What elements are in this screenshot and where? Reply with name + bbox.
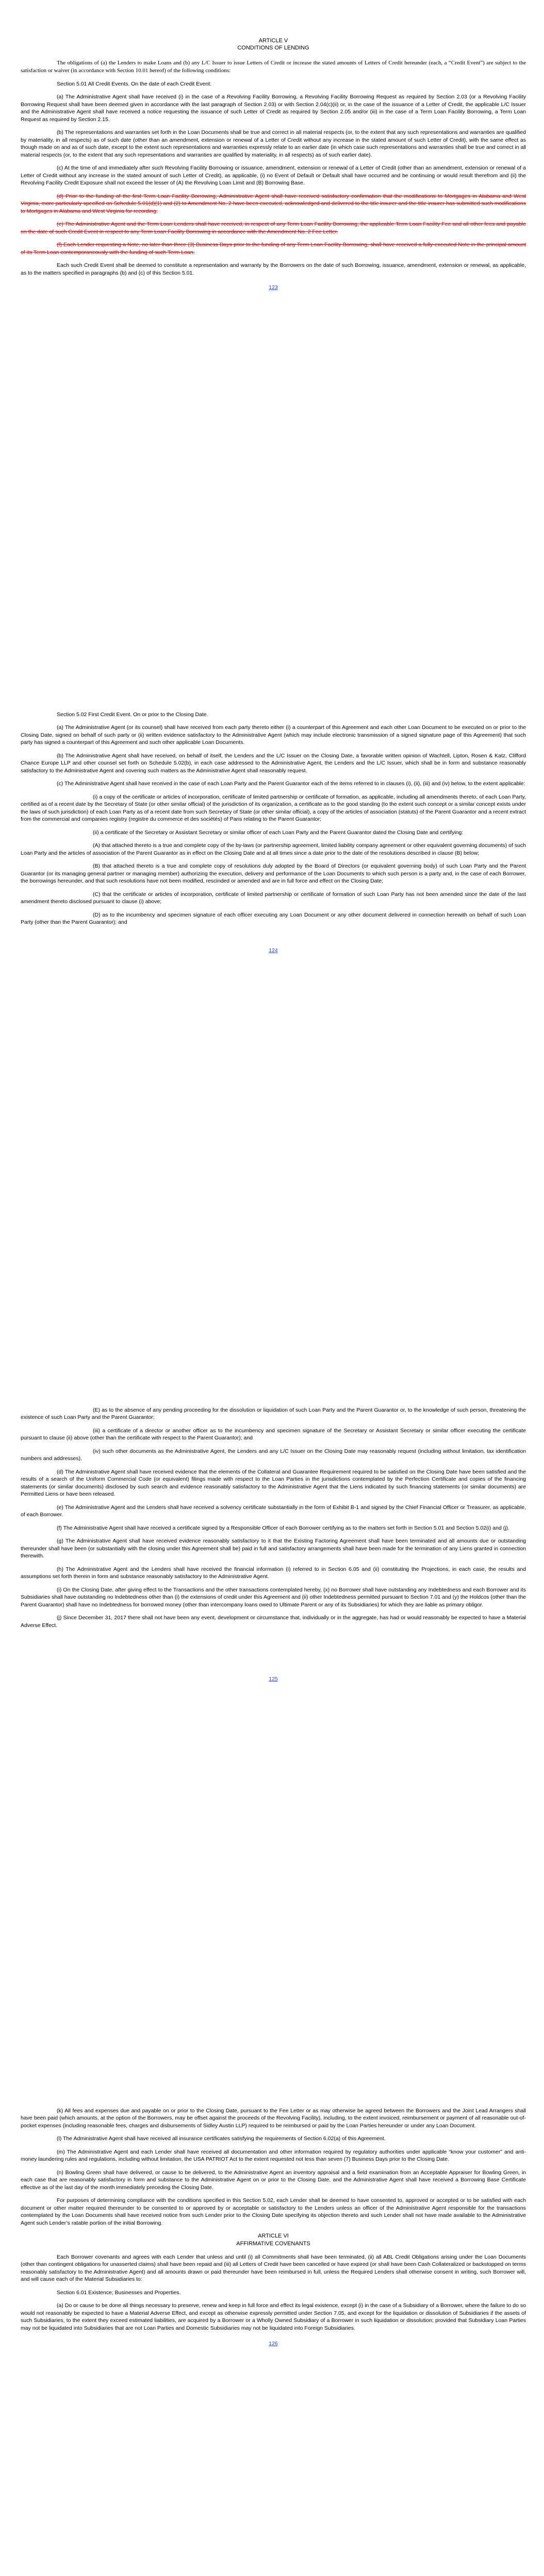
section-5-01-heading: Section 5.01 All Credit Events. On the date of each Credit Event: (57, 80, 212, 87)
page-number-126[interactable]: 126 (269, 2341, 278, 2347)
section-5-02-deemed-consent: For purposes of determining compliance with the conditions specified in this Section 5.02, each Lender shall be deemed to have consented to, approved or accepted or to be satisfied with each document or other matter required thereunder to be consented to or approved by or acceptable or satisfactory to the Lenders unless an officer of the Administrative Agent responsible for the transactions contemplated by the Loan Documents shall have received notice from such Lender prior to the Closing Date specifying its objection thereto and such Lender shall not have made available to the Administrative Agent such Lender’s ratable portion of the initial Borrowing. (21, 2197, 526, 2226)
clause-5-02-n: (n) Bowling Green shall have delivered, or cause to be delivered, to the Administrative Agent an inventory appraisal and a field examination from an Acceptable Appraiser for Bowling Green, in each case that are reasonably satisfactory in form and substance to the Administrative Agent on or prior to the Closing Date, and the Administrative Agent shall have received a Borrowing Base Certificate effective as of the last day of the month immediately preceding the Closing Date. (21, 2169, 526, 2191)
clause-5-02-c-ii-e: (E) as to the absence of any pending proceeding for the dissolution or liquidation of such Loan Party and the Parent Guarantor or, to the knowledge of such person, threatening the existence of such Loan Party and the Parent Guarantor; (21, 1407, 526, 1421)
page-126 (21, 2107, 526, 2348)
clause-5-02-f: (f) The Administrative Agent shall have received a certificate signed by a Responsible Officer of each Borrower certifying as to the matters set forth in Section 5.01 and Section 5.02(i) and (j). (57, 1524, 509, 1531)
clause-5-02-c-iv: (iv) such other documents as the Administrative Agent, the Lenders and any L/C Issuer on the Closing Date may reasonably request (including without limitation, tax identification numbers and addresses). (21, 1448, 526, 1462)
page-number-125[interactable]: 125 (269, 1676, 278, 1683)
clause-5-02-j: (j) Since December 31, 2017 there shall not have been any event, development or circumstance that, individually or in the aggregate, has had or would reasonably be expected to have a Material Adverse Effect. (21, 1615, 526, 1629)
clause-5-01-e-deleted: (e) The Administrative Agent and the Term Loan Lenders shall have received, in respect of any Term Loan Facility Borrowing, the applicable Term Loan Facility Fee and all other fees and payable on the date of such Credit Event in respect to any Term Loan Facility Borrowing in accordance with the Amendment No. 2 Fee Letter. (21, 221, 526, 235)
section-6-01-heading: Section 6.01 Existence; Businesses and Properties. (57, 2289, 181, 2296)
clause-5-02-e: (e) The Administrative Agent and the Lenders shall have received a solvency certificate substantially in the form of Exhibit B-1 and signed by the Chief Financial Officer or Treasurer, as applicable, of each Borrower. (21, 1504, 526, 1518)
clause-5-02-c-ii-c: (C) that the certificate or articles of incorporation, certificate of limited partnership or certificate of formation of such Loan Party has not been amended since the date of the last amendment thereto disclosed pursuant to clause (i) above; (21, 891, 526, 905)
clause-5-02-b: (b) The Administrative Agent shall have received, on behalf of itself, the Lenders and the L/C Issuer on the Closing Date, a favorable written opinion of Wachtell, Lipton, Rosen & Katz, Clifford Chance Europe LLP and other counsel set forth on Schedule 5.02(b), in each case addressed to the Administrative Agent, the Lenders and the L/C Issuer, which shall be in form and substance reasonably satisfactory to the Administrative Agent and covering such matters as the Administrative Agent shall reasonably request. (21, 752, 526, 774)
page-number-124[interactable]: 124 (269, 947, 278, 954)
section-5-01-closing: Each such Credit Event shall be deemed to constitute a representation and warranty by the Borrowers on the date of such Borrowing, issuance, amendment, extension or renewal, as applicable, as to the matters specified in paragraphs (b) and (c) of this Section 5.01. (21, 262, 526, 276)
article-vi-heading: ARTICLE VI (258, 2233, 289, 2240)
clause-5-02-c-ii-a: (A) that attached thereto is a true and complete copy of the by-laws (or partnership agreement, limited liability company agreement or other equivalent governing documents) of such Loan Party and the articles of association of the Parent Guarantor as in effect on the Closing Date and at all times since a date prior to the date of the resolutions described in clause (B) below; (21, 842, 526, 856)
clause-5-01-c: (c) At the time of and immediately after such Revolving Facility Borrowing or issuance, amendment, extension or renewal of a Letter of Credit (other than an amendment, extension or renewal of a Letter of Credit without any increase in the stated amount of such Letter of Credit), as applicable, (i) no Event of Default or Default shall have occurred and be continuing or would result therefrom and (ii) the Revolving Facility Credit Exposure shall not exceed the lesser of (A) the Revolving Loan Limit and (B) Borrowing Base. (21, 165, 526, 187)
clause-5-02-h: (h) The Administrative Agent and the Lenders shall have received the financial information (i) referred to in Section 6.05 and (ii) constituting the Projections, in each case, the results and assumptions set forth therein in form and substance reasonably satisfactory to the Administrative Agent. (21, 1566, 526, 1580)
clause-5-02-a: (a) The Administrative Agent (or its counsel) shall have received from each party thereto either (i) a counterpart of this Agreement and each other Loan Document to be executed on or prior to the Closing Date, signed on behalf of such party or (ii) written evidence satisfactory to the Administrative Agent (which may include electronic transmission of a signed signature page of this Agreement) that such party has signed a counterpart of this Agreement and such other applicable Loan Documents. (21, 724, 526, 746)
clause-5-01-b: (b) The representations and warranties set forth in the Loan Documents shall be true and correct in all material respects (or, to the extent that any such representations and warranties are qualified by materiality, in all respects) as of such date (other than an amendment, extension or renewal of a Letter of Credit without any increase in the stated amount of such Letter of Credit), with the same effect as though made on and as of such date, except to the extent such representations and warranties expressly relate to an earlier date (in which case such representations and warranties shall be true and correct in all material respects (or, to the extent that any such representations and warranties are qualified by materiality, in all respects) as of such earlier date). (21, 129, 526, 158)
page-123 (21, 37, 526, 292)
clause-5-02-c-ii-d: (D) as to the incumbency and specimen signature of each officer executing any Loan Document or any other document delivered in connection herewith on behalf of such Loan Party (other than the Parent Guarantor); and (21, 911, 526, 926)
clause-5-02-c: (c) The Administrative Agent shall have received in the case of each Loan Party and the Parent Guarantor each of the items referred to in clauses (i), (ii), (iii) and (iv) below, to the extent applicable: (57, 781, 525, 787)
clause-6-01-a: (a) Do or cause to be done all things necessary to preserve, renew and keep in full force and effect its legal existence, except (i) in the case of a Subsidiary of a Borrower, where the failure to do so would not reasonably be expected to have a Material Adverse Effect, and except as otherwise expressly permitted under Section 7.05, and except for the liquidation or dissolution of Subsidiaries if the assets of such Subsidiaries, to the extent they exceed estimated liabilities, are acquired by a Borrower or a Wholly Owned Subsidiary of a Borrower in such liquidation or dissolution; provided that Subsidiary Loan Parties may not be liquidated into Subsidiaries that are not Loan Parties and Domestic Subsidiaries may not be liquidated into Foreign Subsidiaries. (21, 2302, 526, 2331)
article-vi-intro: Each Borrower covenants and agrees with each Lender that unless and until (i) all Commitments shall have been terminated, (ii) all ABL Credit Obligations arising under the Loan Documents (other than contingent obligations for unasserted claims) shall have been repaid and (iii) all Letters of Credit have been cancelled or have expired (or shall have been Cash Collateralized or backstopped on terms reasonably satisfactory to the Administrative Agent) and all amounts drawn or paid thereunder have been reimbursed in full, unless the Required Lenders shall otherwise consent in writing, such Borrower will, and will cause each of the Material Subsidiaries to: (21, 2253, 526, 2283)
clause-5-02-k: (k) All fees and expenses due and payable on or prior to the Closing Date, pursuant to the Fee Letter or as may otherwise be agreed between the Borrowers and the Joint Lead Arrangers shall have been paid (which amounts, at the option of the Borrowers, may be offset against the proceeds of the Revolving Facility), including, to the extent invoiced, reimbursement or payment of all reasonable out-of-pocket expenses (including reasonable fees, charges and disbursements of Sidley Austin LLP) required to be reimbursed or paid by the Loan Parties hereunder or under any Loan Document. (21, 2108, 526, 2129)
clause-5-02-c-iii: (iii) a certificate of a director or another officer as to the incumbency and specimen signature of the Secretary or Assistant Secretary or similar officer executing the certificate pursuant to clause (ii) above (other than the certificate with respect to the Parent Guarantor); and (21, 1427, 526, 1442)
clause-5-02-c-ii: (ii) a certificate of the Secretary or Assistant Secretary or similar officer of each Loan Party and the Parent Guarantor dated the Closing Date and certifying: (93, 829, 464, 836)
clause-5-01-a: (a) The Administrative Agent shall have received (i) in the case of a Revolving Facility Borrowing, a Revolving Facility Borrowing Request as required by Section 2.03 (or a Revolving Facility Borrowing Request shall have been deemed given in accordance with the last paragraph of Section 2.03) or with Section 2.04(c)(ii) or, in the case of the issuance of a Letter of Credit, the applicable L/C Issuer and the Administrative Agent shall have received a notice requesting the issuance of such Letter of Credit as required by Section 2.05 and/or (iii) in the case of a Term Loan Facility Borrowing, a Term Loan Request as required by Section 2.15. (21, 94, 526, 123)
article-v-title: CONDITIONS OF LENDING (237, 45, 309, 52)
clause-5-02-d: (d) The Administrative Agent shall have received evidence that the elements of the Collateral and Guarantee Requirement required to be satisfied on the Closing Date have been satisfied and the results of a search of the Uniform Commercial Code (or equivalent) filings made with respect to the Loan Parties in the jurisdictions contemplated by the Perfection Certificate and copies of the financing statements (or similar documents) disclosed by such search and evidence reasonably satisfactory to the Administrative Agent that the Liens indicated by such financing statements (or similar documents) are Permitted Liens or have been released. (21, 1468, 526, 1498)
article-v-intro: The obligations of (a) the Lenders to make Loans and (b) any L/C Issuer to issue Letters of Credit or increase the stated amounts of Letters of Credit hereunder (each, a “Credit Event”) are subject to the satisfaction or waiver (in accordance with Section 10.01 hereof) of the following conditions: (21, 59, 526, 74)
clause-5-01-f-deleted: (f) Each Lender requesting a Note, no later than three (3) Business Days prior to the funding of any Term Loan Facility Borrowing, shall have received a fully-executed Note in the principal amount of its Term Loan contemporaneously with the funding of such Term Loan. (21, 242, 526, 256)
page-124 (21, 711, 526, 954)
section-5-02-heading: Section 5.02 First Credit Event. On or prior to the Closing Date. (57, 711, 208, 718)
clause-5-02-c-ii-b: (B) that attached thereto is a true and complete copy of resolutions duly adopted by the Board of Directors (or equivalent governing body) of such Loan Party and the Parent Guarantor (or its managing general partner or managing member) authorizing the execution, delivery and performance of the Loan Documents to which such person is a party and, in the case of each Borrower, the borrowings hereunder, and that such resolutions have not been modified, rescinded or amended and are in full force and effect on the Closing Date; (21, 863, 526, 885)
article-v-heading: ARTICLE V (258, 38, 288, 44)
clause-5-02-m: (m) The Administrative Agent and each Lender shall have received all documentation and other information required by regulatory authorities under applicable “know your customer” and anti-money laundering rules and regulations, including without limitation, the USA PATRIOT Act to the extent requested not less than seven (7) Business Days prior to the Closing Date. (21, 2148, 526, 2163)
page-125 (21, 1406, 526, 1683)
clause-5-02-g: (g) The Administrative Agent shall have received evidence reasonably satisfactory to it that the Existing Factoring Agreement shall have been terminated and all amounts due or outstanding thereunder shall have been (or substantially with the closing under this Agreement shall be) paid in full and satisfactory arrangements shall have been made for the termination of any Liens granted in connection therewith. (21, 1538, 526, 1560)
article-vi-title: AFFIRMATIVE COVENANTS (236, 2240, 310, 2247)
clause-5-02-c-i: (i) a copy of the certificate or articles of incorporation, certificate of limited partnership or certificate of formation, as applicable, including all amendments thereto, of each Loan Party, certified as of a recent date by the Secretary of State (or other similar official) of the jurisdiction of its organization, a certificate as to the good standing (to the extent such concept or a similar concept exists under the laws of such jurisdiction) of each Loan Party as of a recent date from such Secretary of State (or other similar official), a copy of the articles of association (statuts) of the Parent Guarantor and a recent extract from the commercial and companies registry (registre du commerce et des sociétés) of Paris relating to the Parent Guarantor; (21, 793, 526, 823)
clause-5-01-d-deleted: (d) Prior to the funding of the first Term Loan Facility Borrowing, Administrative Agent shall have received satisfactory confirmation that the modifications to Mortgages in Alabama and West Virginia, more particularly specified on Schedule 5.01(d)(1) and (2) to Amendment No. 2 have been executed, acknowledged and delivered to the title insurer and the title insurer has submitted such modifications to Mortgages in Alabama and West Virginia for recording. (21, 193, 526, 214)
page-number-123[interactable]: 123 (269, 284, 278, 291)
clause-5-02-l: (l) The Administrative Agent shall have received all insurance certificates satisfying the requirements of Section 6.02(a) of this Agreement. (57, 2136, 386, 2142)
clause-5-02-i: (i) On the Closing Date, after giving effect to the Transactions and the other transactions contemplated hereby, (x) no Borrower shall have outstanding any Indebtedness and each Borrower and its Subsidiaries shall have outstanding no Indebtedness other than (i) the extensions of credit under this Agreement and (ii) other Indebtedness permitted pursuant to Section 7.01 and (y) the Holdcos (other than the Parent Guarantor) shall have no Indebtedness for borrowed money (other than intercompany loans owed to Ultimate Parent or any of its Subsidiaries) for which they are liable as primary obligor. (21, 1586, 526, 1608)
